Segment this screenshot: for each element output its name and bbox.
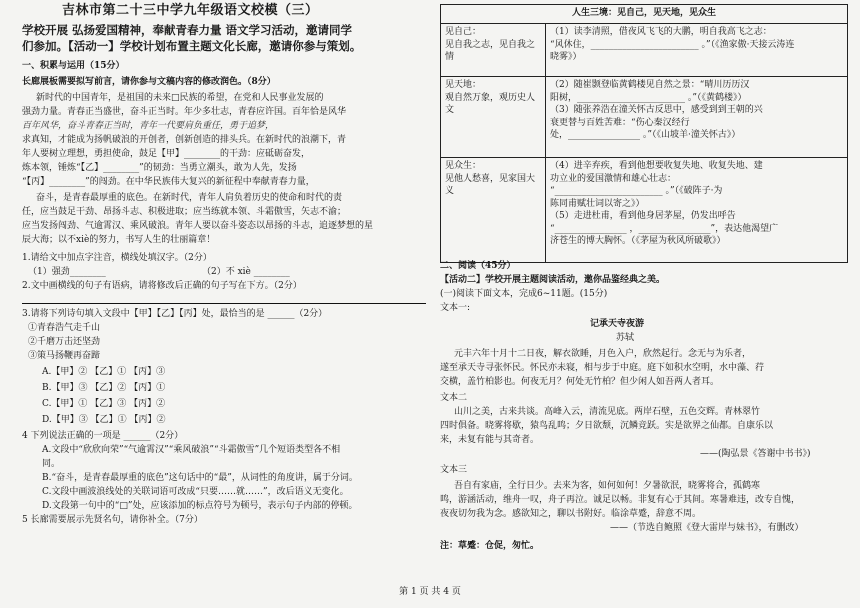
text-1-author: 苏轼: [616, 333, 635, 343]
quote-blank[interactable]: “风休住，________________________ 。”（《渔家傲·天接云涛连: [550, 39, 795, 50]
question-3-choice-d[interactable]: D.【甲】③ 【乙】① 【丙】②: [42, 415, 166, 425]
text-1-title: 记承天寺夜游: [590, 319, 645, 329]
intro-line-1: 学校开展 弘扬爱国精神，奉献青春力量 语文学习活动，邀请同学: [22, 23, 353, 37]
text-1-line: 交横，盖竹柏影也。何夜无月？何处无竹柏？但少闲人如吾两人者耳。: [440, 377, 720, 387]
quote-blank[interactable]: “________________ ，________________”，表达他渴望广: [550, 223, 779, 234]
quote-line: 功立业的爱国激情和雄心壮志：: [550, 173, 677, 184]
text-1-label: 文本一:: [440, 303, 471, 313]
quote-line: （4）进辛弃疾，看到他想要收复失地、收复失地、建: [550, 161, 763, 171]
question-3-option: ①青春浩气走千山: [28, 323, 101, 333]
section-1-heading: 一、积累与运用（15分）: [22, 61, 125, 71]
table-cell: [546, 158, 848, 263]
question-4-choice-c[interactable]: C.文段中画波浪线处的关联词语可改成“只要……就……”，改后语义无变化。: [42, 487, 349, 497]
question-4-choice-d[interactable]: D.文段第一句中的“□”处，应该添加的标点符号为顿号，表示句子内部的停顿。: [42, 501, 358, 511]
activity-2: 【活动二】学校开展主题阅读活动，邀你品鉴经典之美。: [440, 275, 666, 285]
quote-line: 陈同甫赋壮词以寄之》）: [550, 198, 645, 209]
question-4-choice-a[interactable]: A.文段中“欣欣向荣”“气逾霄汉”“乘风破浪”“斗霜傲雪”几个短语类型各不相: [42, 445, 341, 455]
passage-line: 年人要树立理想，勇担使命，鼓足【甲】________的干劲：应砥砺奋发，: [22, 149, 311, 159]
table-header: 人生三境：见自己，见天地，见众生: [441, 5, 848, 24]
passage-line: 炼本领，锤炼“【乙】________”的韧劲：当勇立潮头，敢为人先，发扬: [22, 163, 297, 173]
question-4-choice-b[interactable]: B.“奋斗，是青春最厚重的底色”这句话中的“最”，从词性的角度讲，属于分词。: [42, 473, 358, 483]
question-5: 5 长廊需要展示先贤名句，请你补全。（7分）: [22, 515, 203, 525]
question-1-part-b[interactable]: （2）不 xiè ________: [202, 267, 290, 277]
exam-title: 吉林市第二十三中学九年级语文校模（三）: [62, 3, 319, 18]
table-cell: [546, 24, 848, 77]
quote-line: （2）随崔颢登临黄鹤楼见自然之景：“晴川历历汉: [550, 80, 750, 90]
quote-blank[interactable]: 阳树，________________________ 。”（《黄鹤楼》）: [550, 92, 747, 103]
passage-line: 奋斗，是青春最厚重的底色。在新时代，青年人肩负着历史的使命和时代的责: [36, 193, 343, 203]
answer-line[interactable]: [22, 303, 426, 304]
passage-line: “【丙】________”的闯劲。在中华民族伟大复兴的新征程中奉献青春力量，: [22, 177, 315, 187]
passage-line: 应当发扬闯劲、气逾霄汉、乘风破浪。青年人要以奋斗姿态以昂扬的斗志，追逐梦想的星: [22, 221, 374, 231]
passage-line: 新时代的中国青年，是祖国的未来□民族的希望，在党和人民事业发展的: [36, 93, 324, 103]
quote-blank[interactable]: “________________________ 。”（《破阵子·为: [550, 186, 723, 196]
table-row-label: 见自己： 见自我之志，见自我之情: [441, 24, 546, 77]
question-3: 3.请将下列诗句填入文段中【甲】【乙】【丙】处，最恰当的是 ______（2分）: [22, 309, 328, 319]
question-intro: 长廊展板需要拟写前言，请你参与文稿内容的修改润色。（8分）: [22, 77, 276, 87]
text-2-source: ——(陶弘景《答谢中书书》): [700, 449, 811, 459]
question-4: 4 下列说法正确的一项是 ______（2分）: [22, 431, 184, 441]
question-3-choice-b[interactable]: B.【甲】③ 【乙】② 【丙】①: [42, 383, 166, 393]
text-2-line: 山川之美，古来共谈。高峰入云，清流见底。两岸石壁，五色交辉。青林翠竹: [454, 407, 761, 417]
question-4-choice-a-cont: 同。: [42, 459, 61, 469]
text-3-line: 吾自有家庙，全行日少。去来为客，如何如何！夕暑欲泯，晓雾将合，孤鹤寒: [454, 481, 761, 491]
passage-line: 任，应当鼓足干劲、昂扬斗志、积极进取；应当练就本领、斗霜傲雪，矢志不渝；: [22, 207, 347, 217]
quote-line: （5）走进杜甫，看到他身居茅屋，仍发出呼告: [550, 211, 736, 221]
text-1-line: 遂至承天寺寻张怀民。怀民亦未寝，相与步于中庭。庭下如积水空明，水中藻、荇: [440, 363, 765, 373]
quote-line: 晓雾》）: [550, 52, 582, 62]
page-footer: 第 1 页 共 4 页: [399, 587, 461, 597]
text-2-label: 文本二: [440, 393, 468, 403]
text-1-line: 元丰六年十月十二日夜，解衣欲睡，月色入户，欣然起行。念无与为乐者，: [454, 349, 752, 359]
text-2-line: 来，未复有能与其奇者。: [440, 435, 540, 445]
text-3-source: ——（节选自鲍照《登大雷岸与妹书》，有删改）: [610, 523, 804, 533]
intro-line-2: 们参加。【活动一】学校计划布置主题文化长廊，邀请你参与策划。: [22, 39, 362, 53]
annotation-note: 注：草蹙：仓促，匆忙。: [440, 541, 540, 551]
question-3-option: ③策马扬鞭再奋蹄: [28, 351, 101, 361]
question-3-option: ②千磨万击还坚劲: [28, 337, 101, 347]
question-3-choice-a[interactable]: A.【甲】② 【乙】① 【丙】③: [42, 367, 166, 377]
table-row-label: 见天地： 观自然万象，观历史人文: [441, 77, 546, 158]
question-3-choice-c[interactable]: C.【甲】① 【乙】③ 【丙】②: [42, 399, 166, 409]
question-1: 1.请给文中加点字注音，横线处填汉字。（2分）: [22, 253, 212, 263]
text-3-label: 文本三: [440, 465, 468, 475]
quote-blank[interactable]: 处，________________ 。”（《山坡羊·潼关怀古》）: [550, 130, 741, 140]
text-3-line: 鸣，游涵活动，维舟一叹，舟子再泣。诚足以畅。非复有心于其间。寒暑难违，改专自愧，: [440, 495, 801, 505]
quote-line: （1）读李清照，借夜风飞飞的大鹏，明自我高飞之志：: [550, 27, 772, 37]
passage-line: 百年风华，奋斗青春正当时，青年一代要肩负重任，勇于追梦，: [22, 121, 275, 131]
passage-line: 强劲力量。青春正当盛世，奋斗正当时。年少多壮志，青春应许国。百年恰是风华: [22, 107, 347, 117]
table-row-label: 见众生： 见他人愁喜，见家国大义: [441, 158, 546, 263]
table-cell: [546, 77, 848, 158]
passage-line: 辰大海；以不xiè的努力，书写人生的壮丽篇章！: [22, 235, 216, 245]
text-2-line: 四时俱备。晓雾将歇，猿鸟乱鸣；夕日欲颓，沉鳞竞跃。实是欲界之仙都。自康乐以: [440, 421, 774, 431]
passage-line: 求真知，才能成为扬帆破浪的开创者，创新创造的排头兵。在新时代的浪潮下，青: [22, 135, 347, 145]
reading-subheading: (一)阅读下面文本，完成6~11题。(15分): [440, 289, 608, 299]
question-1-part-a[interactable]: （1）强劲________: [28, 267, 106, 277]
question-2: 2.文中画横线的句子有语病，请将修改后正确的句子写在下方。（2分）: [22, 281, 302, 291]
quotes-table: [440, 4, 848, 263]
text-3-line: 夜夜切勿我为念。感欲知之，聊以书附好。临涂草蹙，辞意不周。: [440, 509, 702, 519]
quote-line: （3）随张养浩在潼关怀古反思中，感受到到王朝的兴: [550, 105, 763, 115]
quote-line: 济苍生的博大胸怀。（《茅屋为秋风所破歌》）: [550, 236, 726, 246]
section-2-heading: 二、阅读（45分）: [440, 261, 516, 271]
quote-line: 衰更替与百姓苦难：“伤心秦汉经行: [550, 117, 690, 128]
